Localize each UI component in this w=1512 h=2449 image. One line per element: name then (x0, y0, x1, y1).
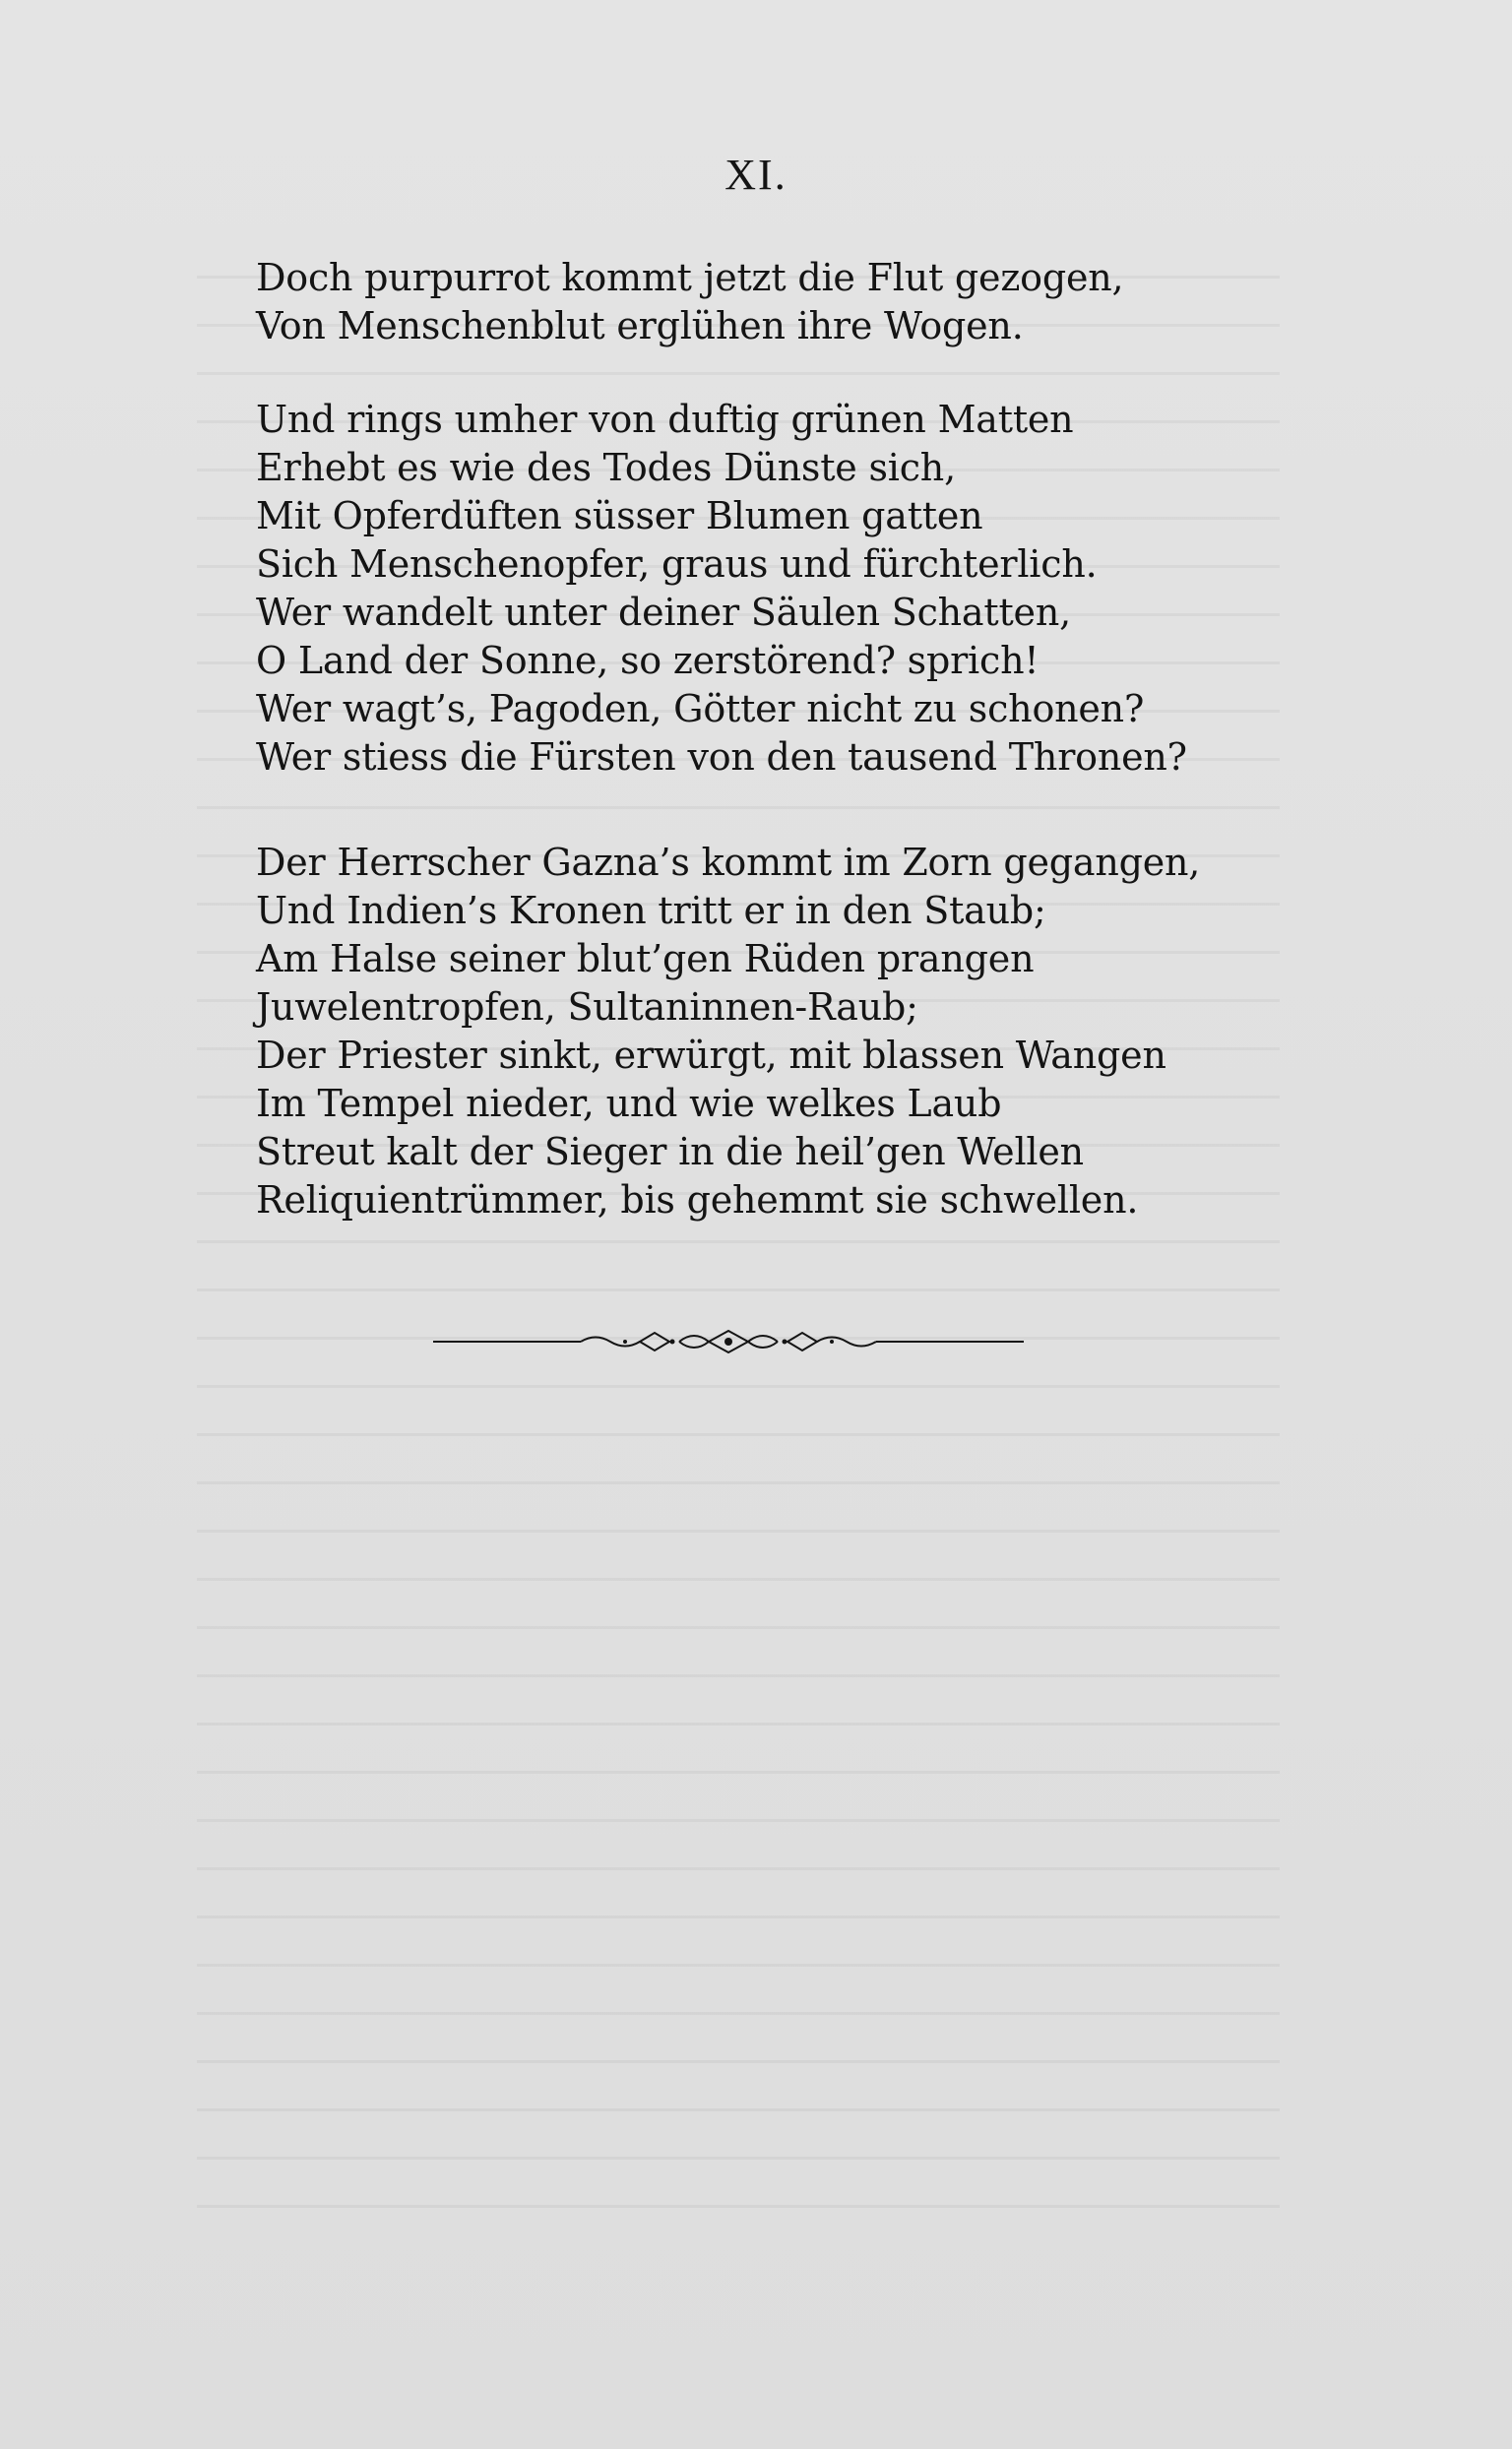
verse-line: Sich Menschenopfer, graus und fürchterlich. (256, 542, 1098, 586)
verse-line: Mit Opferdüften süsser Blumen gatten (256, 494, 983, 537)
section-numeral: XI. (724, 151, 788, 199)
stanza-2 (256, 396, 1221, 782)
verse-line: O Land der Sonne, so zerstörend? sprich! (256, 639, 1040, 682)
ornamental-rule-icon (433, 1327, 1024, 1356)
verse-line: Wer wandelt unter deiner Säulen Schatten, (256, 591, 1071, 634)
verse-line: Der Herrscher Gazna’s kommt im Zorn gegangen, (256, 841, 1201, 884)
verse-line: Von Menschenblut erglühen ihre Wogen. (256, 304, 1024, 347)
verse-line: Am Halse seiner blut’gen Rüden prangen (256, 937, 1035, 980)
verse-line: Streut kalt der Sieger in die heil’gen Wellen (256, 1130, 1084, 1173)
verse-line: Wer stiess die Fürsten von den tausend Thronen? (256, 735, 1187, 779)
verse-line: Der Priester sinkt, erwürgt, mit blassen Wangen (256, 1034, 1166, 1077)
stanza-3 (256, 839, 1221, 1224)
stanza-1 (256, 254, 1221, 350)
verse-line: Reliquientrümmer, bis gehemmt sie schwellen. (256, 1178, 1139, 1222)
verse-line: Juwelentropfen, Sultaninnen-Raub; (256, 985, 918, 1029)
verse-line: Und Indien’s Kronen tritt er in den Staub; (256, 889, 1046, 932)
verse-line: Wer wagt’s, Pagoden, Götter nicht zu schonen? (256, 687, 1145, 730)
verse-line: Doch purpurrot kommt jetzt die Flut gezogen, (256, 256, 1124, 299)
verse-line: Erhebt es wie des Todes Dünste sich, (256, 446, 956, 489)
verse-line: Im Tempel nieder, und wie welkes Laub (256, 1082, 1002, 1125)
verse-line: Und rings umher von duftig grünen Matten (256, 398, 1074, 441)
